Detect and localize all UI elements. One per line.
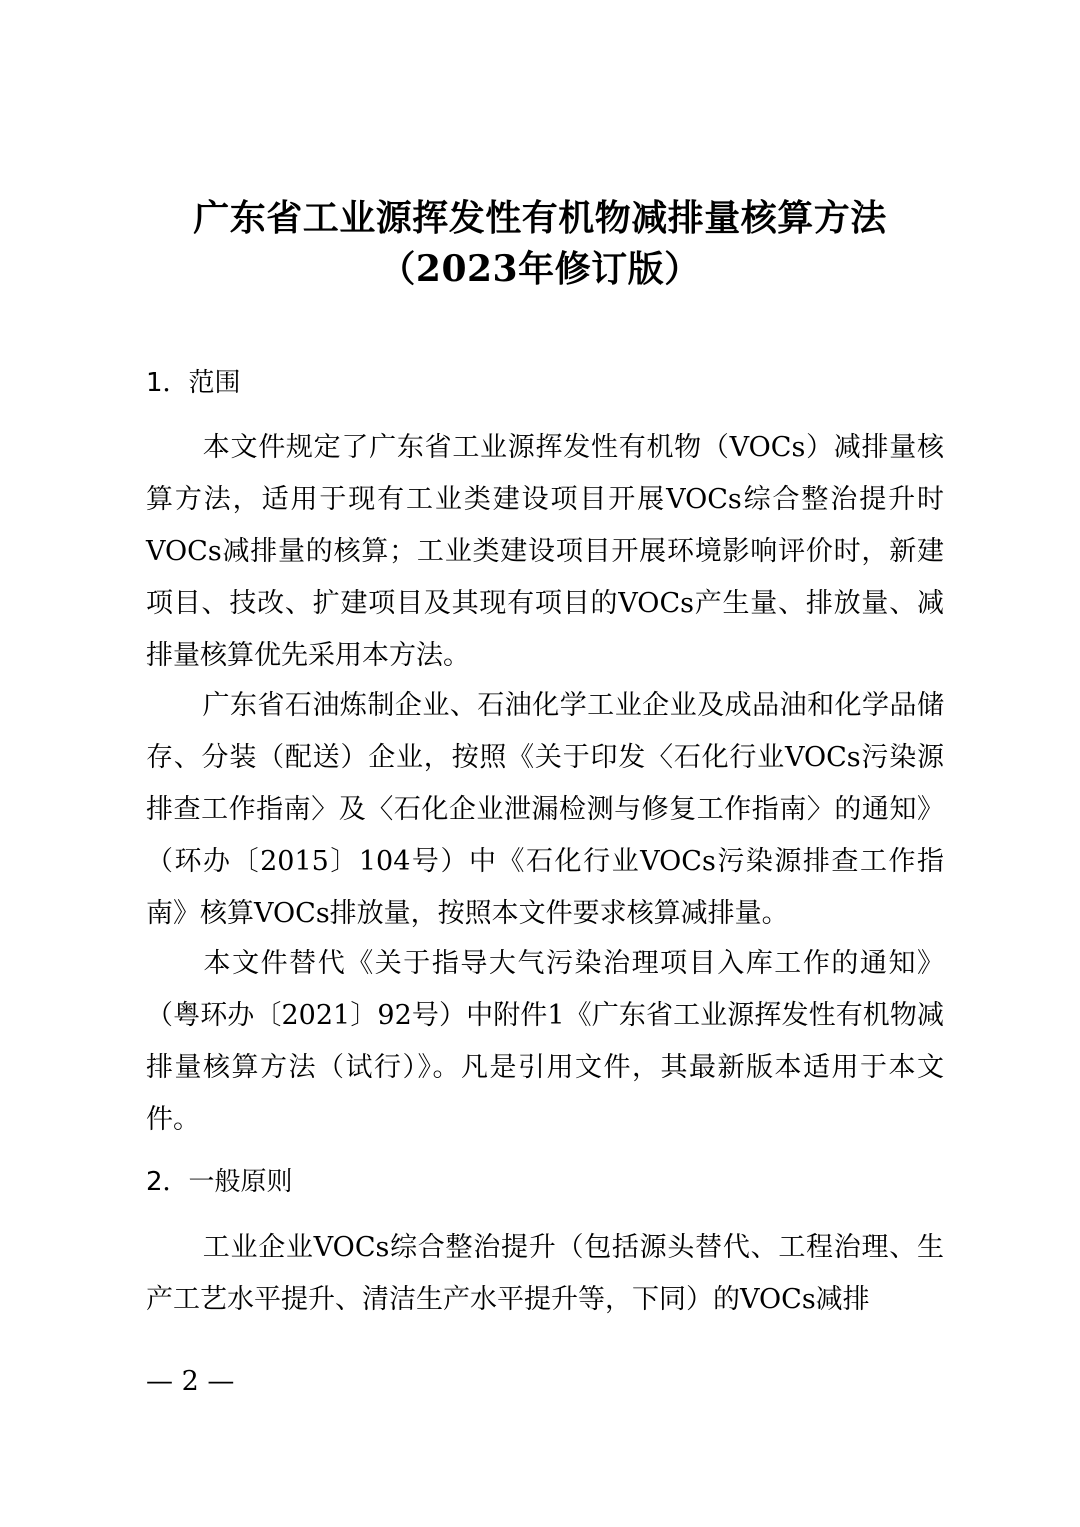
document-subtitle: （2023年修订版） bbox=[379, 248, 701, 290]
paragraph-text: 工业企业VOCs综合整治提升（包括源头替代、工程治理、生产工艺水平提升、清洁生产水平提升等，下同）的VOCs减排 bbox=[146, 1232, 944, 1315]
document-title: 广东省工业源挥发性有机物减排量核算方法 bbox=[193, 197, 887, 239]
section-heading-scope: 1．范围 bbox=[146, 368, 241, 398]
paragraph bbox=[146, 680, 944, 940]
section-heading-general-principles: 2．一般原则 bbox=[146, 1167, 293, 1197]
paragraph-text: 本文件规定了广东省工业源挥发性有机物（VOCs）减排量核算方法，适用于现有工业类建设项目开展VOCs综合整治提升时VOCs减排量的核算；工业类建设项目开展环境影响评价时，新建项目、技改、扩建项目及其现有项目的VOCs产生量、排放量、减排量核算优先采用本方法。 bbox=[146, 432, 944, 671]
paragraph-text: 广东省石油炼制企业、石油化学工业企业及成品油和化学品储存、分装（配送）企业，按照《关于印发〈石化行业VOCs污染源排查工作指南〉及〈石化企业泄漏检测与修复工作指南〉的通知》（环办〔2015〕104号）中《石化行业VOCs污染源排查工作指南》核算VOCs排放量，按照本文件要求核算减排量。 bbox=[146, 690, 944, 929]
paragraph bbox=[146, 1222, 944, 1326]
page-number: — 2 — bbox=[146, 1366, 235, 1397]
paragraph bbox=[146, 938, 944, 1146]
paragraph bbox=[146, 422, 944, 682]
paragraph-text: 本文件替代《关于指导大气污染治理项目入库工作的通知》（粤环办〔2021〕92号）中附件1《广东省工业源挥发性有机物减排量核算方法（试行）》。凡是引用文件，其最新版本适用于本文件。 bbox=[146, 948, 944, 1135]
